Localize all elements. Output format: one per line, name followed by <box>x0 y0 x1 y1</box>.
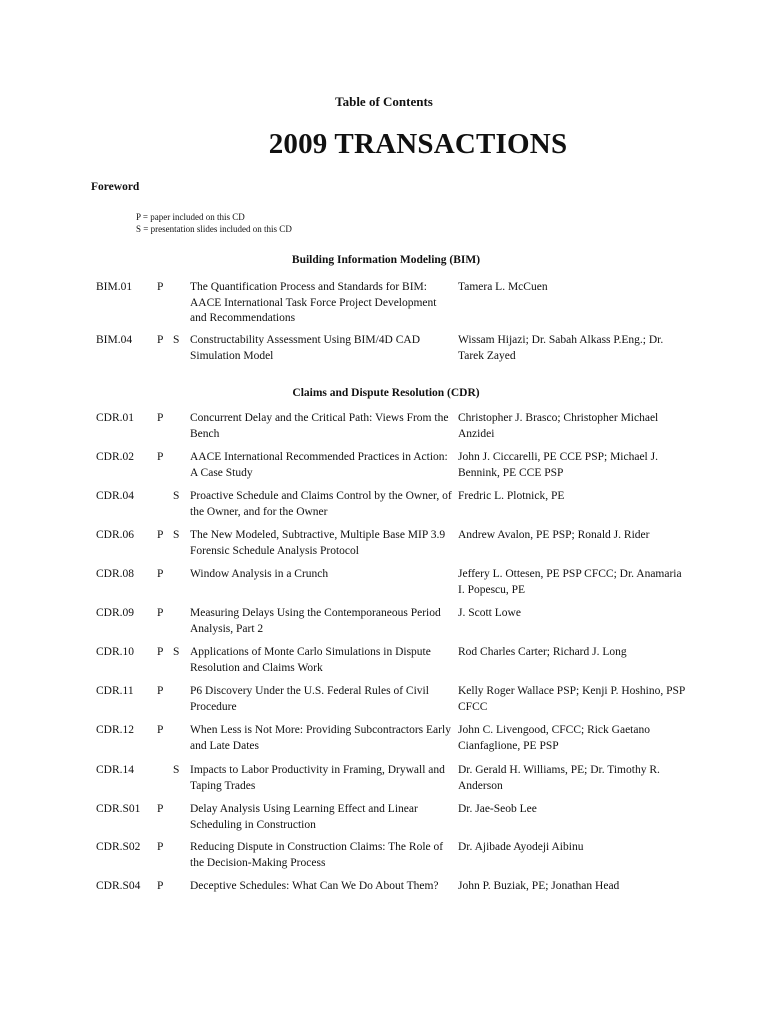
entry-title: Reducing Dispute in Construction Claims: The Role of the Decision-Making Process <box>190 841 444 869</box>
entry-title: Impacts to Labor Productivity in Framing, Drywall and Taping Trades <box>190 764 445 792</box>
entry-paper-flag: P <box>157 334 164 346</box>
entry-authors: Rod Charles Carter; Richard J. Long <box>458 646 627 658</box>
entry-paper-flag: P <box>157 529 164 541</box>
entry-authors: Christopher J. Brasco; Christopher Michael Anzidei <box>458 412 659 440</box>
section-heading-cdr: Claims and Dispute Resolution (CDR) <box>292 387 480 399</box>
entry-paper-flag: P <box>157 568 164 580</box>
entry-authors: Kelly Roger Wallace PSP; Kenji P. Hoshino, PSP CFCC <box>458 685 685 713</box>
entry-paper-flag: P <box>157 451 164 463</box>
entry-code: CDR.14 <box>96 764 135 776</box>
entry-title: Constructability Assessment Using BIM/4D CAD Simulation Model <box>190 334 421 362</box>
entry-paper-flag: P <box>157 841 164 853</box>
entry-authors: Jeffery L. Ottesen, PE PSP CFCC; Dr. Anamaria I. Popescu, PE <box>458 568 682 596</box>
entry-title: Deceptive Schedules: What Can We Do About Them? <box>190 880 439 892</box>
entry-slides-flag: S <box>173 490 180 502</box>
entry-code: CDR.09 <box>96 607 135 619</box>
entry-code: CDR.11 <box>96 685 134 697</box>
section-heading-bim: Building Information Modeling (BIM) <box>291 254 481 266</box>
entry-code: CDR.S04 <box>96 880 141 892</box>
entry-code: CDR.12 <box>96 724 135 736</box>
entry-slides-flag: S <box>173 764 180 776</box>
entry-authors: Dr. Gerald H. Williams, PE; Dr. Timothy R. Anderson <box>458 764 660 792</box>
entry-authors: John J. Ciccarelli, PE CCE PSP; Michael J. Bennink, PE CCE PSP <box>458 451 658 479</box>
entry-code: CDR.06 <box>96 529 135 541</box>
entry-authors: Dr. Jae-Seob Lee <box>458 803 537 815</box>
toc-heading: Table of Contents <box>335 94 433 109</box>
entry-authors: Tamera L. McCuen <box>458 281 548 293</box>
entry-code: BIM.04 <box>96 334 133 346</box>
entry-code: CDR.01 <box>96 412 135 424</box>
page-title: 2009 TRANSACTIONS <box>268 128 568 160</box>
entry-code: CDR.02 <box>96 451 135 463</box>
entry-paper-flag: P <box>157 803 164 815</box>
entry-paper-flag: P <box>157 646 164 658</box>
entry-authors: Fredric L. Plotnick, PE <box>458 490 565 502</box>
entry-title: The New Modeled, Subtractive, Multiple Base MIP 3.9 Forensic Schedule Analysis Protocol <box>190 529 446 557</box>
entry-title: The Quantification Process and Standards for BIM: AACE International Task Force Project Development and Recommendations <box>190 281 437 324</box>
entry-authors: John C. Livengood, CFCC; Rick Gaetano Cianfaglione, PE PSP <box>458 724 650 752</box>
entry-authors: Wissam Hijazi; Dr. Sabah Alkass P.Eng.; Dr. Tarek Zayed <box>458 334 664 362</box>
entry-title: Measuring Delays Using the Contemporaneous Period Analysis, Part 2 <box>190 607 441 635</box>
entry-slides-flag: S <box>173 334 180 346</box>
entry-authors: J. Scott Lowe <box>458 607 521 619</box>
entry-code: BIM.01 <box>96 281 133 293</box>
legend-s: S = presentation slides included on this CD <box>136 224 292 234</box>
foreword-heading: Foreword <box>91 181 140 193</box>
entry-title: Proactive Schedule and Claims Control by the Owner, of the Owner, and for the Owner <box>190 490 452 518</box>
entry-paper-flag: P <box>157 412 164 424</box>
entry-code: CDR.08 <box>96 568 135 580</box>
entry-title: P6 Discovery Under the U.S. Federal Rules of Civil Procedure <box>190 685 429 713</box>
entry-paper-flag: P <box>157 685 164 697</box>
entry-code: CDR.S02 <box>96 841 141 853</box>
entry-title: Concurrent Delay and the Critical Path: Views From the Bench <box>190 412 449 440</box>
entry-paper-flag: P <box>157 607 164 619</box>
entry-code: CDR.04 <box>96 490 135 502</box>
entry-title: Delay Analysis Using Learning Effect and Linear Scheduling in Construction <box>190 803 418 831</box>
entry-code: CDR.S01 <box>96 803 141 815</box>
entry-slides-flag: S <box>173 646 180 658</box>
entry-paper-flag: P <box>157 724 164 736</box>
legend <box>136 211 292 235</box>
entry-paper-flag: P <box>157 880 164 892</box>
entry-title: When Less is Not More: Providing Subcontractors Early and Late Dates <box>190 724 451 752</box>
entry-title: Window Analysis in a Crunch <box>190 568 329 580</box>
entry-paper-flag: P <box>157 281 164 293</box>
legend-p: P = paper included on this CD <box>136 212 245 222</box>
entry-code: CDR.10 <box>96 646 135 658</box>
entry-authors: Dr. Ajibade Ayodeji Aibinu <box>458 841 584 853</box>
entry-authors: Andrew Avalon, PE PSP; Ronald J. Rider <box>458 529 650 541</box>
entry-title: AACE International Recommended Practices in Action: A Case Study <box>190 451 448 479</box>
entry-authors: John P. Buziak, PE; Jonathan Head <box>458 880 620 892</box>
entry-slides-flag: S <box>173 529 180 541</box>
entry-title: Applications of Monte Carlo Simulations in Dispute Resolution and Claims Work <box>190 646 431 674</box>
